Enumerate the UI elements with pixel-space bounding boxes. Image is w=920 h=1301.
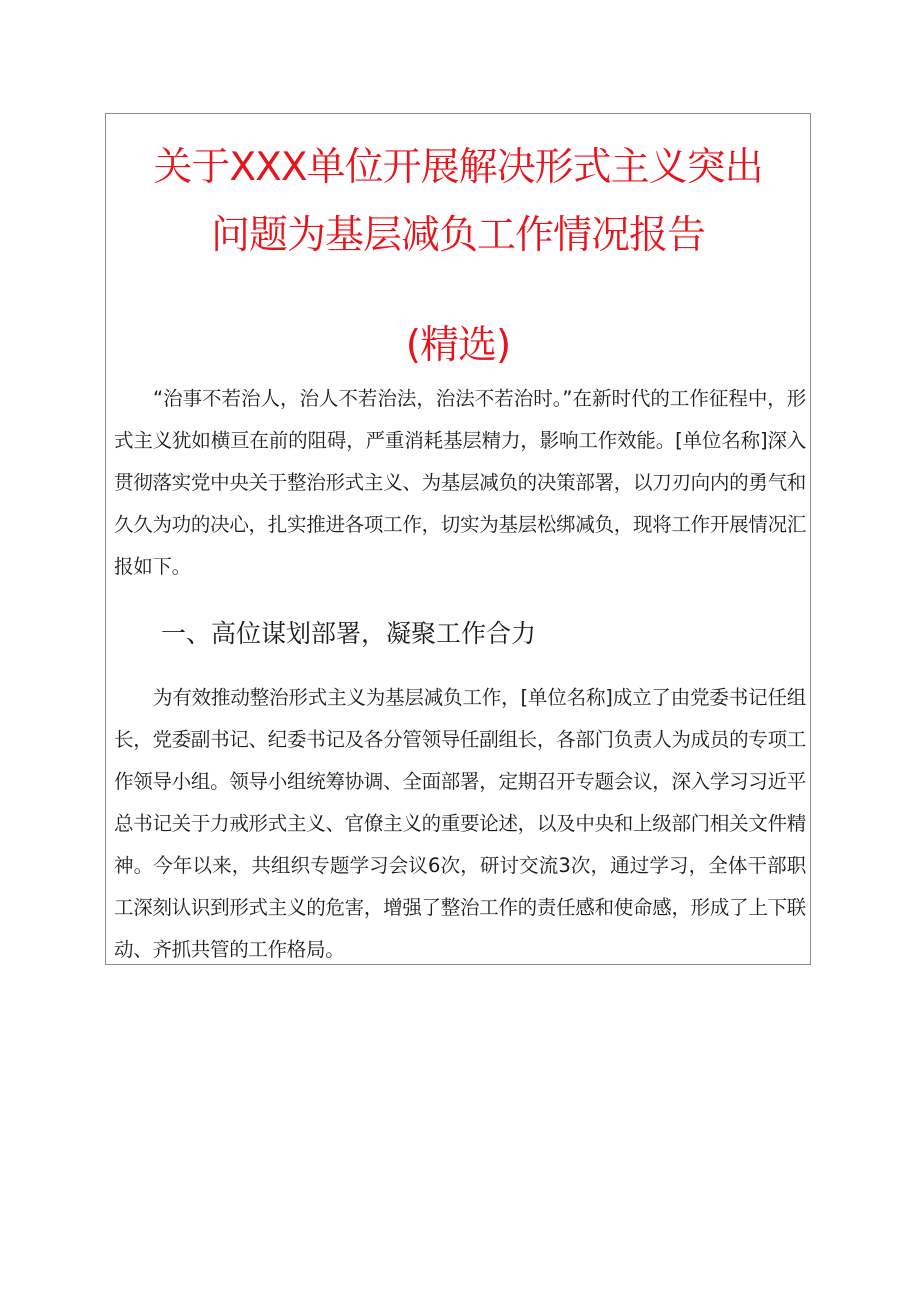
- intro-paragraph: “治事不若治人，治人不若治法，治法不若治时。”在新时代的工作征程中，形式主义犹如横亘在前的阻碍，严重消耗基层精力，影响工作效能。[单位名称]深入贯彻落实党中央关于整治形式主义、为基层减负的决策部署，以刀刃向内的勇气和久久为功的决心，扎实推进各项工作，切实为基层松绑减负，现将工作开展情况汇报如下。: [114, 387, 806, 578]
- section-1-paragraph: 为有效推动整治形式主义为基层减负工作，[单位名称]成立了由党委书记任组长，党委副书记、纪委书记及各分管领导任副组长，各部门负责人为成员的专项工作领导小组。领导小组统筹协调、全面部署，定期召开专题会议，深入学习习近平总书记关于力戒形式主义、官僚主义的重要论述，以及中央和上级部门相关文件精神。今年以来，共组织专题学习会议6次，研讨交流3次，通过学习，全体干部职工深刻认识到形式主义的危害，增强了整治工作的责任感和使命感，形成了上下联动、齐抓共管的工作格局。: [114, 686, 806, 961]
- section-1-heading: 一、高位谋划部署，凝聚工作合力: [161, 619, 537, 648]
- report-title-line-1: 关于XXX单位开展解决形式主义突出: [153, 145, 763, 190]
- report-subtitle: (精选): [405, 323, 511, 368]
- report-title-line-2: 问题为基层减负工作情况报告: [210, 213, 705, 258]
- document-page: [105, 113, 811, 965]
